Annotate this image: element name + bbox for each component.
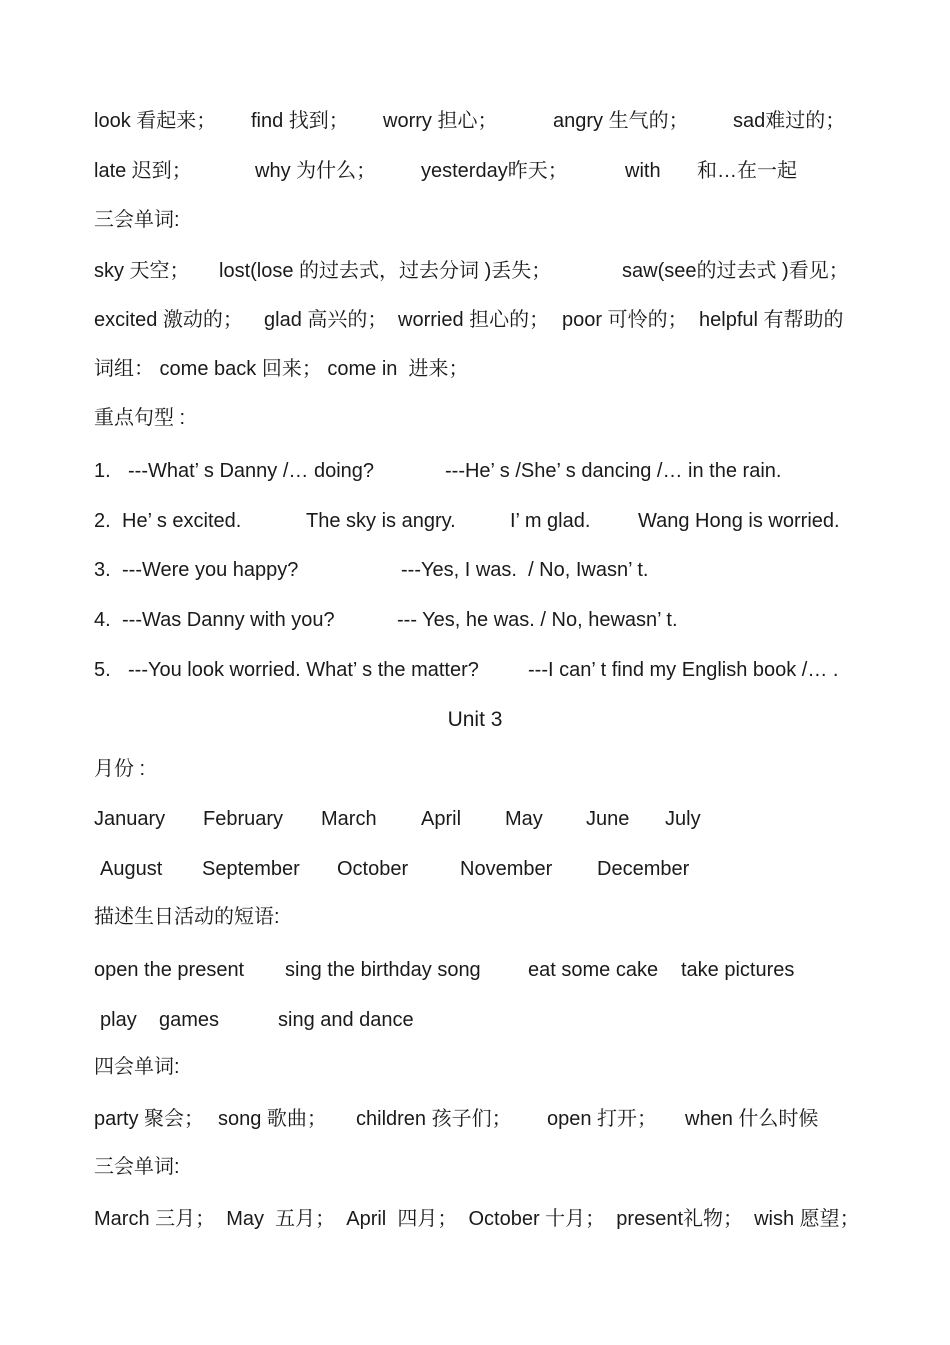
vocab-item: sad难过的； (733, 110, 846, 132)
month: June (586, 808, 630, 830)
vocab-item: worried 担心的； (398, 309, 550, 331)
month: May (505, 808, 543, 830)
sentence-text: ---You look worried. What’ s the matter? (128, 659, 479, 681)
sentence-number: 1. (94, 460, 111, 482)
vocab-item: open 打开； (547, 1108, 658, 1130)
section-heading: 三会单词: (94, 1156, 180, 1178)
activity-phrase: sing the birthday song (285, 959, 481, 981)
vocab-item: party 聚会； (94, 1108, 205, 1130)
activity-phrase: open the present (94, 959, 245, 981)
sentence-text: ---Yes, I was. / No, Iwasn’ t. (401, 559, 649, 581)
sentence-text: Wang Hong is worried. (638, 510, 840, 532)
month: August (100, 858, 163, 880)
sentence-number: 5. (94, 659, 111, 681)
month: July (665, 808, 701, 830)
sentence-text: --- Yes, he was. / No, hewasn’ t. (397, 609, 678, 631)
sentence-text: ---I can’ t find my English book /… . (528, 659, 839, 681)
vocab-item: song 歌曲； (218, 1108, 327, 1130)
vocab-item: when 什么时候 (685, 1108, 819, 1130)
vocab-item: saw(see的过去式 )看见； (622, 260, 849, 282)
month: November (460, 858, 553, 880)
section-heading: 月份 : (94, 758, 146, 780)
vocab-item: 和…在一起 (697, 160, 797, 182)
section-heading: 四会单词: (94, 1056, 180, 1078)
phrases-line: 词组： come back 回来； come in 进来； (94, 358, 469, 380)
section-heading: 三会单词: (94, 209, 180, 231)
vocab-item: look 看起来； (94, 110, 217, 132)
vocab-item: with (625, 160, 661, 182)
section-heading: 描述生日活动的短语: (94, 906, 280, 928)
month: September (202, 858, 300, 880)
sentence-text: ---What’ s Danny /… doing? (128, 460, 375, 482)
vocab-item: children 孩子们； (356, 1108, 512, 1130)
sentence-text: ---He’ s /She’ s dancing /… in the rain. (445, 460, 782, 482)
activity-phrase: play (100, 1009, 137, 1031)
sentence-text: I’ m glad. (510, 510, 591, 532)
month: February (203, 808, 284, 830)
sentence-text: ---Were you happy? (122, 559, 299, 581)
month: January (94, 808, 166, 830)
vocab-item: why 为什么； (255, 160, 377, 182)
month: April (421, 808, 462, 830)
vocab-item: poor 可怜的； (562, 309, 688, 331)
vocab-item: yesterday昨天； (421, 160, 568, 182)
month: October (337, 858, 409, 880)
sentence-text: He’ s excited. (122, 510, 242, 532)
activity-phrase: eat some cake (528, 959, 659, 981)
vocab-item: excited 激动的； (94, 309, 243, 331)
vocab-item: helpful 有帮助的 (699, 309, 844, 331)
vocab-item: lost(lose 的过去式，过去分词 )丢失； (219, 260, 552, 282)
sentence-text: ---Was Danny with you? (122, 609, 335, 631)
vocab-item: sky 天空； (94, 260, 190, 282)
sentence-number: 2. (94, 510, 111, 532)
activity-phrase: games (159, 1009, 220, 1031)
vocab-item: late 迟到； (94, 160, 192, 182)
sentence-number: 3. (94, 559, 111, 581)
unit-title: Unit 3 (447, 708, 503, 731)
vocab-item: angry 生气的； (553, 110, 689, 132)
activity-phrase: take pictures (681, 959, 795, 981)
month: March (321, 808, 377, 830)
sentence-number: 4. (94, 609, 111, 631)
vocab-row: March 三月； May 五月； April 四月； October 十月； present礼物； wish 愿望； (94, 1208, 860, 1230)
sentence-text: The sky is angry. (306, 510, 456, 532)
month: December (597, 858, 690, 880)
activity-phrase: sing and dance (278, 1009, 414, 1031)
section-heading: 重点句型 : (94, 407, 186, 429)
vocab-item: glad 高兴的； (264, 309, 388, 331)
vocab-item: find 找到； (251, 110, 349, 132)
vocab-item: worry 担心； (383, 110, 498, 132)
